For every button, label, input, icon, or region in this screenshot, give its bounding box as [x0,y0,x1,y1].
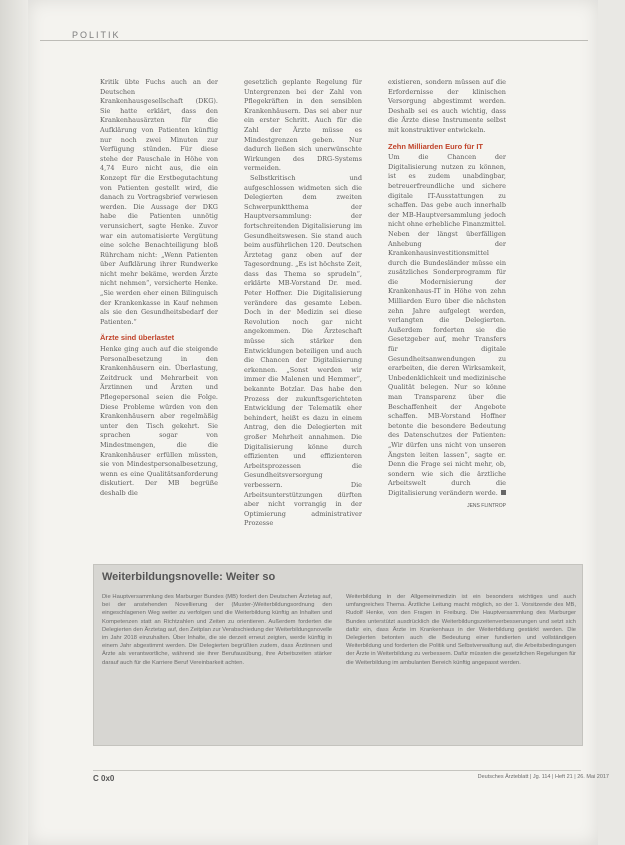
paragraph-text: Um die Chancen der Digitalisierung nutzen zu können, ist es zudem unabdingbar, betreuerfreundliche und sichere digitale IT-Ausstattungen zu schaffen. Das gebe auch innerhalb der MB-Hauptversammlung jedoch nicht ohne erhebliche Finanzmittel. Neben der längst überfälligen Anhebung der Krankenhausinvestitionsmittel durch die Bundesländer müsse ein zusätzliches Sonderprogramm für die Modernisierung der Krankenhaus-IT in Höhe von zehn Milliarden Euro über die nächsten zehn Jahre aufgelegt werden, verlangten die Delegierten. Außerdem forderten sie die Gesetzgeber auf, mehr Transfers für digitale Gesundheitsanwendungen zu erarbeiten, die deren Wirksamkeit, Unbedenklichkeit und medizinische Qualität belegen. Nur so könne man Transparenz über die Beschaffenheit der Angebote schaffen. MB-Vorstand Hoffner betonte die besondere Bedeutung des Datenschutzes der Patienten: „Wir dürfen uns nicht von unseren Ängsten leiten lassen“, sagte er. Denn die Frage sei nicht mehr, ob, sondern wie sich die ärztliche Arbeitswelt durch die Digitalisierung verändern werde. [388,153,506,497]
subheading: Ärzte sind überlastet [100,333,175,343]
journal-citation: Deutsches Ärzteblatt | Jg. 114 | Heft 21 | 26. Mai 2017 [477,774,609,780]
page-number: C 0x0 [93,774,115,783]
binding-shadow [0,0,28,845]
box-text-left: Die Hauptversammlung des Marburger Bundes (MB) fordert den Deutschen Ärztetag auf, bei der anstehenden Novellierung der (Muster-)Weiterbildungsordnung den eingeschlagenen Weg weiter zu verfolgen und die Weiterbildung künftig an Inhalten und Kompetenzen statt an Richtzahlen und Zeiten zu orientieren. Außerdem forderten die Delegierten den Ärztetag auf, den Zeitplan zur Verabschiedung der Weiterbildungsnovelle im Jahr 2018 einzuhalten. Über Inhalte, die sie derzeit erneut zeigten, werde künftig in einem Jahr abgestimmt werden. Die Delegierten begrüßten zudem, dass Ärztinnen und Ärzte als verantwortliche, während sie ihrer Berufausübung, ihre Arbeitszeiten stärker darauf auch für die Karriere Beruf Vereinbarkeit achten. [102,594,332,666]
paragraph: existieren, sondern müssen auf die Erfordernisse der klinischen Versorgung abgestimmt werden. Deshalb sei es auch wichtig, dass die Ärzte diese Instrumente selbst mit konstruktiver entwickeln. [388,78,506,134]
article-column-1 [100,78,218,499]
header-rule [40,40,588,41]
section-label: POLITIK [72,30,121,40]
footer-rule [93,770,581,771]
paragraph: Selbstkritisch und aufgeschlossen widmeten sich die Delegierten dem zweiten Schwerpunktthema der Hauptversammlung: der fortschreitenden Digitalisierung im Gesundheitswesen. Sie stand auch beim ausführlichen 120. Deutschen Ärztetag ganz oben auf der Tagesordnung. „Es ist höchste Zeit, dass das Thema so sprudeln“, erklärte MB-Vorstand Dr. med. Peter Hoffner. Die Digitalisierung verändere das gesamte Leben. Doch in der Medizin sei diese Revolution noch gar nicht angekommen. Die Ärzteschaft müsse sich stärker den Entwicklungen beteiligen und auch die Chancen der Digitalisierung erkennen. „Sonst werden wir immer die Malenen und Hemmer“, bekannte Botzlar. Das habe den Prozess der zukunftsgerichteten Entwicklung der Telematik eher behindert, heißt es dazu in einem Antrag, den die Delegierten mit großer Mehrheit annahmen. Die Digitalisierung könne durch effizienten und effizienteren Arbeitsprozessen die Gesundheitsversorgung verbessern. Die Arbeitsunterstützungen dürften aber nicht vorrangig in der Optimierung administrativer Prozesse [244,173,362,528]
paragraph [388,153,506,498]
byline: JENS FLINTROP [467,502,506,509]
box-text-right: Weiterbildung in der Allgemeinmedizin ist ein besonders wichtiges und auch umfangreiches Thema. Ärztliche Leitung macht möglich, so der 1. Vorsitzende des MB, Rudolf Henke, von den Fragen in Freiburg. Die Hauptversammlung des Marburger Bundes unterstützt ausdrücklich die Weiterbildungszeitenverbesserungen und setzt sich dafür ein, dass Ärzte im Krankenhaus in der Weiterbildung gestärkt werden. Die Delegierten betonten auch die Bedeutung einer fundierten und vollständigen Weiterbildung und forderten die Politik und Selbstverwaltung auf, die Arbeitsbedingungen der Ärzte in Weiterbildung zu verbessern. Dafür müssten die gesetzlichen Regelungen für die Weiterbildung im ambulanten Bereich künftig angepasst werden. [346,594,576,666]
subheading: Zehn Milliarden Euro für IT [388,141,484,151]
paragraph: Henke ging auch auf die steigende Personalbesetzung in den Krankenhäusern ein. Überlastung, Zeitdruck und Mehrarbeit von Ärztinnen und Ärzten und Pflegepersonal seien die Folge. Diese Probleme würden von den Krankenhäusern aber regelmäßig unter den Tisch gekehrt. Sie sprachen sogar von Mindestmengen, die die Krankenhäuser erfüllen müssten, sie von Mindestpersonalbesetzung, wenn es eine Qualitätsanforderung diskutiert. Der MB begrüße deshalb die [100,345,218,497]
paragraph: gesetzlich geplante Regelung für Untergrenzen bei der Zahl von Pflegekräften in den sensiblen Krankenhäusern. Das sei aber nur ein erster Schritt. Auch für die Zahl der Ärzte müsse es Mindestgrenzen geben. Nur dadurch ließen sich unerwünschte Wirkungen des DRG-Systems vermeiden. [244,78,362,173]
paragraph: Kritik übte Fuchs auch an der Deutschen Krankenhausgesellschaft (DKG). Sie hatte erklärt, dass den Krankenhausärzten für die Aufklärung von Patienten künftig nur noch zwei Minuten zur Verfügung stünden. Für diese stehe der Pauschale in Höhe von 4,74 Euro nicht aus, die ein Konzept für die Erstbegutachtung von Patienten gestellt wird, die danach zu Vortragsbrief verwiesen werden. Die Aussage der DKG habe die Patienten unnötig verunsichert, sagte Henke. Zuvor war ein automatisierte Vergütung eine solche Benachteiligung bloß Rührcham nicht: „Wenn Patienten über Aufklärung ihrer Rundwerke nicht mehr bekäme, werden Ärzte nicht nehmen“, versicherte Henke. „Sie werden eher einen Bilinguisch der Krankenkasse in Kauf nehmen als sie den Gesundheitsbedarf der Patienten.“ [100,78,218,326]
article-column-2 [244,78,362,529]
article-column-3 [388,78,506,511]
info-box [93,564,583,746]
end-mark-icon [501,490,506,495]
box-title: Weiterbildungsnovelle: Weiter so [102,571,276,583]
